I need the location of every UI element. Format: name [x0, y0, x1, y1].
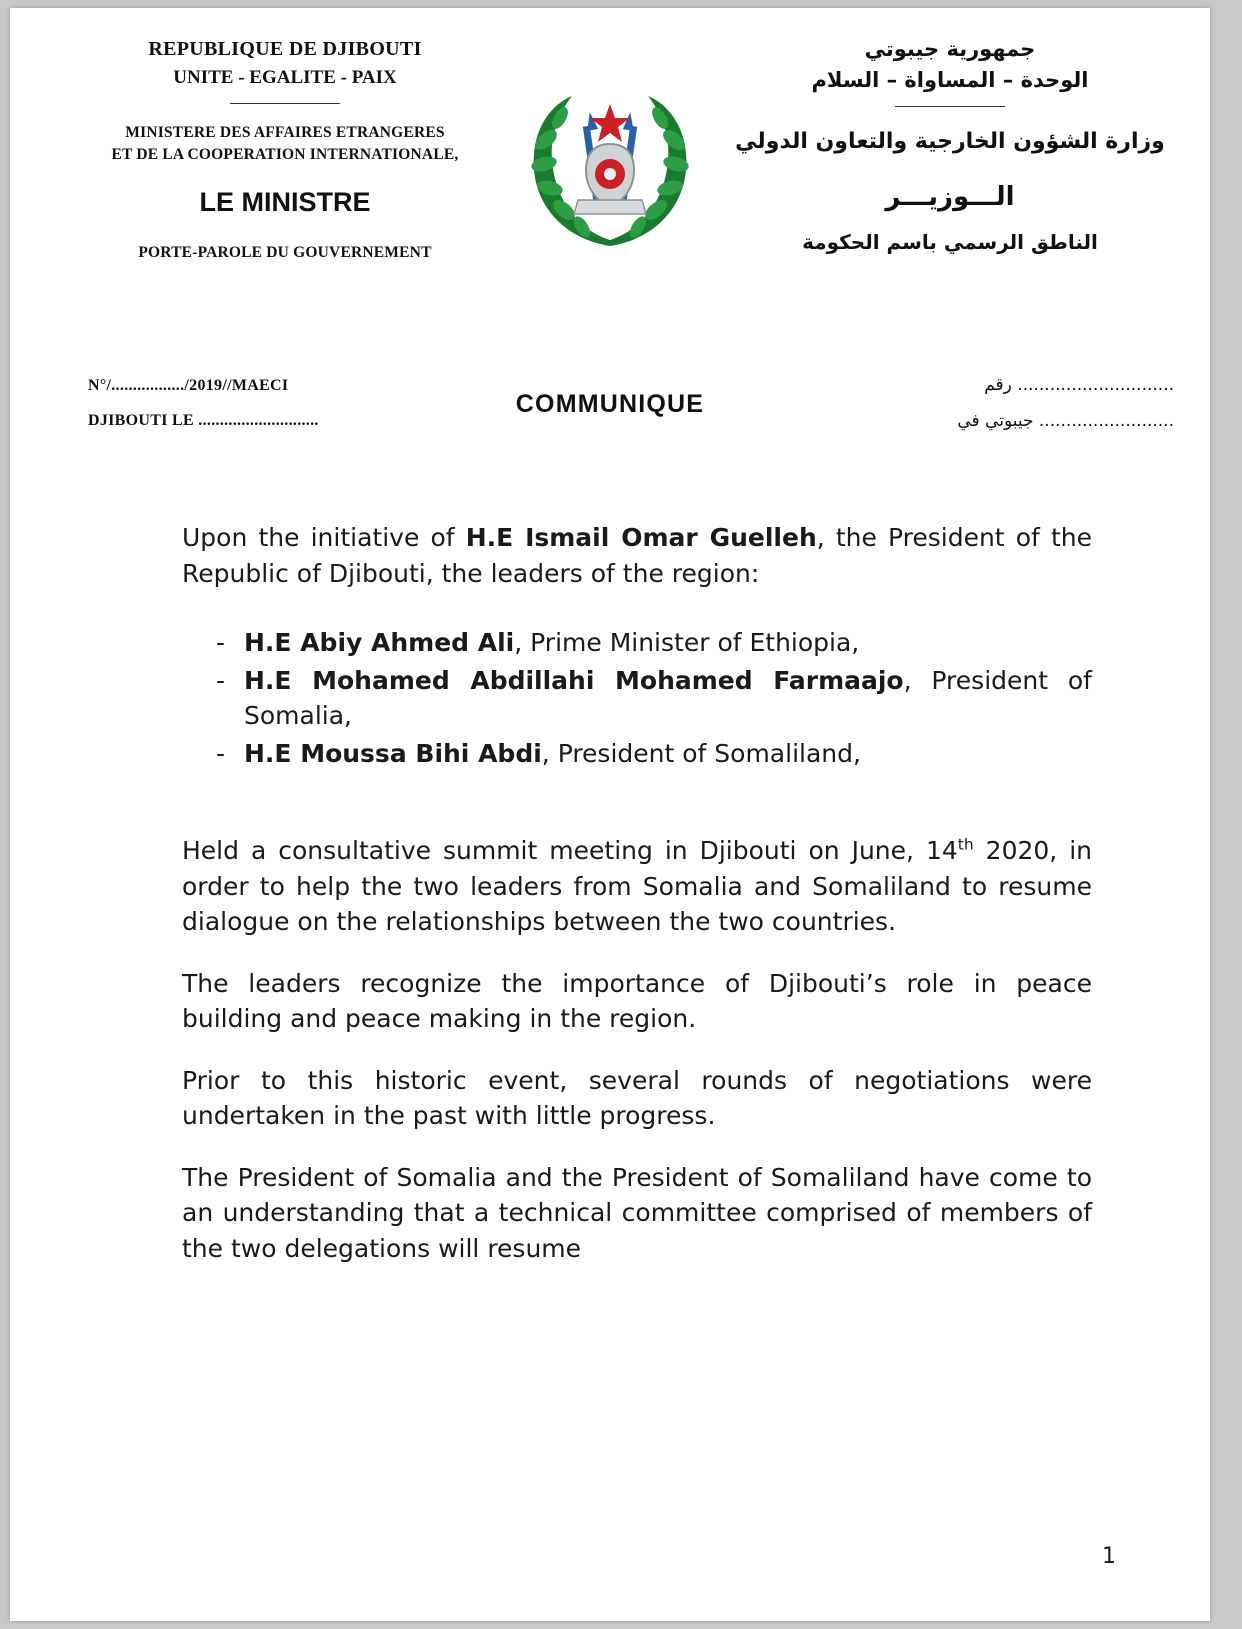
leader-name: H.E Abiy Ahmed Ali: [244, 628, 515, 657]
header-spokesman-title: PORTE-PAROLE DU GOUVERNEMENT: [138, 243, 432, 261]
document-page: [10, 8, 1210, 1621]
paragraph-summit: [182, 833, 1092, 940]
paragraph-recognition: The leaders recognize the importance of Djibouti’s role in peace building and peace making in the region.: [182, 968, 1092, 1033]
paragraph-summit-pre: Held a consultative summit meeting in Djibouti on June, 14: [182, 836, 958, 865]
paragraph-history: Prior to this historic event, several rounds of negotiations were undertaken in the past with little progress.: [182, 1065, 1092, 1130]
reference-number: N°/................./2019//MAECI: [88, 377, 289, 394]
document-header: [10, 8, 1210, 338]
page-title: COMMUNIQUE: [515, 390, 705, 418]
header-divider: [230, 103, 340, 104]
document-body: [182, 520, 1092, 1266]
date-ordinal-suffix: th: [957, 835, 974, 854]
leader-role: , Prime Minister of Ethiopia,: [514, 628, 860, 657]
bullet-dash: -: [216, 628, 226, 657]
header-ministry-ar: وزارة الشؤون الخارجية والتعاون الدولي: [735, 128, 1165, 154]
intro-text-post: , the President of the Republic of Djibouti, the leaders of the region:: [182, 523, 1092, 588]
bullet-dash: -: [216, 738, 226, 768]
header-country-ar: جمهورية جيبوتي: [864, 37, 1036, 61]
president-name: H.E Ismail Omar Guelleh: [465, 523, 817, 552]
reference-row: [10, 368, 1210, 448]
list-item: [216, 663, 1092, 734]
header-ministry-line2: ET DE LA COOPERATION INTERNATIONALE,: [111, 146, 459, 164]
leader-role: , President of Somalia,: [244, 665, 1092, 730]
header-ministry-line1: MINISTERE DES AFFAIRES ETRANGERES: [125, 124, 445, 141]
header-minister-title-ar: الـــوزيـــر: [885, 181, 1015, 212]
list-item: [216, 625, 1092, 661]
djibouti-coat-of-arms-icon: [520, 88, 700, 253]
leader-role: , President of Somaliland,: [541, 738, 861, 768]
reference-number-ar: ............................. رقم: [984, 375, 1174, 395]
header-arabic-block: [730, 34, 1170, 254]
intro-paragraph: [182, 520, 1092, 591]
paragraph-committee: The President of Somalia and the President of Somaliland have come to an understanding that a technical committee comprised of members of the two delegations will resume: [182, 1162, 1092, 1263]
spacer: [182, 773, 1092, 833]
bullet-dash: -: [216, 665, 226, 695]
header-spokesman-title-ar: الناطق الرسمي باسم الحكومة: [802, 229, 1098, 254]
leaders-list: [182, 625, 1092, 771]
reference-place-date: DJIBOUTI LE ............................: [88, 412, 319, 430]
intro-text-pre: Upon the initiative of: [182, 523, 466, 552]
page-number: 1: [1102, 1544, 1116, 1569]
leader-name: H.E Mohamed Abdillahi Mohamed Farmaajo: [244, 665, 904, 695]
paragraph-summit-post: 2020, in order to help the two leaders from Somalia and Somaliland to resume dialogue on the relationships between the two countries.: [182, 836, 1092, 936]
header-motto-ar: الوحدة – المساواة – السلام: [811, 67, 1089, 92]
header-country-fr: REPUBLIQUE DE DJIBOUTI: [148, 38, 422, 60]
reference-place-date-ar: ......................... جيبوتي في: [957, 410, 1174, 431]
list-item: [216, 736, 1092, 772]
leader-name: H.E Moussa Bihi Abdi: [244, 738, 542, 768]
header-motto-fr: UNITE - EGALITE - PAIX: [173, 67, 397, 88]
reference-right-arabic: [957, 368, 1174, 439]
header-divider-ar: [895, 106, 1005, 107]
header-french-block: [70, 38, 500, 262]
header-minister-title: LE MINISTRE: [199, 186, 371, 217]
